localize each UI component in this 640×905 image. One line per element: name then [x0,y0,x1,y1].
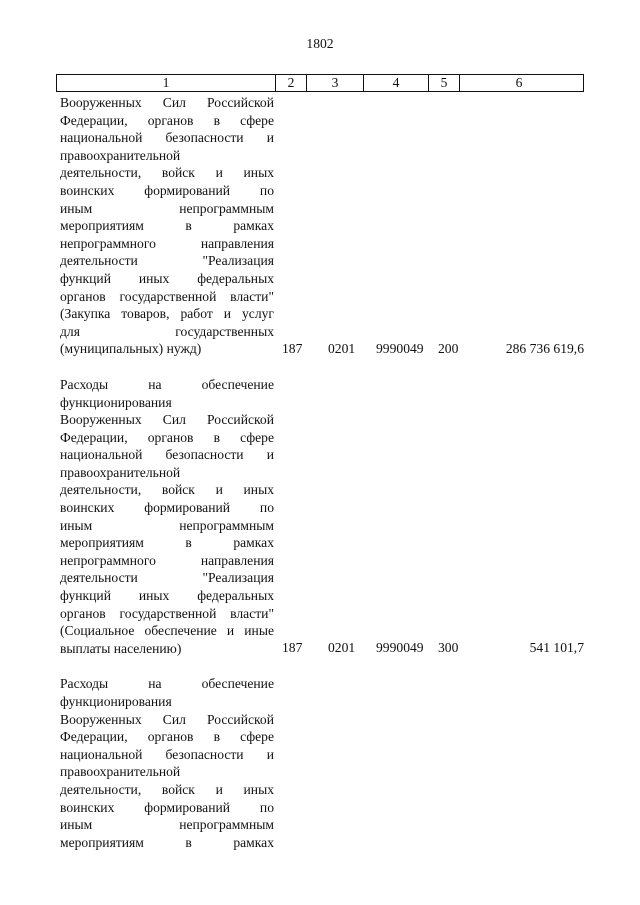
description-line: деятельности, войск и иных [60,781,274,797]
row-codes [56,639,584,657]
table-row [56,94,584,358]
amount: 286 736 619,6 [505,340,584,356]
description-line: (Закупка товаров, работ и услуг [60,306,274,322]
budget-table [56,74,584,851]
description-line: функционирования [60,694,172,709]
section-code: 0201 [328,640,356,656]
description-line: Федерации, органов в сфере [60,429,274,445]
description-line: (муниципальных) нужд) [60,341,202,357]
description-line: деятельности "Реализация [60,253,274,269]
row-codes [56,340,584,358]
description-line: мероприятиям в рамках [60,535,274,551]
description-line: Вооруженных Сил Российской [60,412,274,428]
target-item-code: 9990049 [376,340,424,356]
table-row [56,675,584,851]
description-line: Расходы на обеспечение [60,676,274,692]
description-line: мероприятиям в рамках [60,834,274,850]
description-line: правоохранительной [60,764,181,780]
description-line: Расходы на обеспечение [60,376,274,392]
ministry-code: 187 [282,640,303,656]
description-line: деятельности, войск и иных [60,482,274,498]
description-line: воинских формирований по [60,182,274,198]
table-body [56,94,584,851]
description-line: деятельности "Реализация [60,570,274,586]
description-line: иным непрограммным [60,517,274,533]
page-number: 1802 [306,36,334,51]
description-line: органов государственной власти" [60,605,274,621]
description-line: функционирования [60,394,172,410]
header-col-1: 1 [57,75,276,91]
row-description [56,376,274,658]
description-line: Вооруженных Сил Российской [60,711,274,727]
description-line: деятельности, войск и иных [60,165,274,181]
ministry-code: 187 [282,340,303,356]
description-line: функций иных федеральных [60,588,274,604]
row-description [56,675,274,851]
description-line: Федерации, органов в сфере [60,729,274,745]
description-line: иным непрограммным [60,817,274,833]
description-line: воинских формирований по [60,500,274,516]
target-item-code: 9990049 [376,640,424,656]
description-line: правоохранительной [60,147,181,163]
description-line: для государственных [60,323,274,339]
description-line: непрограммного направления [60,235,274,251]
section-code: 0201 [328,340,356,356]
description-line: воинских формирований по [60,799,274,815]
description-line: мероприятиям в рамках [60,218,274,234]
description-line: функций иных федеральных [60,270,274,286]
header-col-6: 6 [515,75,523,90]
header-col-3: 3 [307,75,364,91]
table-row [56,376,584,658]
table-header [56,74,584,92]
expense-type-code: 200 [438,340,459,356]
header-col-4: 4 [364,75,429,91]
description-line: национальной безопасности и [60,746,274,762]
description-line: правоохранительной [60,464,181,480]
header-col-5: 5 [429,75,460,91]
description-line: выплаты населению) [60,640,182,656]
description-line: органов государственной власти" [60,288,274,304]
expense-type-code: 300 [438,640,459,656]
description-line: Вооруженных Сил Российской [60,95,274,110]
header-col-2: 2 [276,75,307,91]
row-description [56,94,274,358]
description-line: непрограммного направления [60,552,274,568]
description-line: национальной безопасности и [60,447,274,463]
description-line: национальной безопасности и [60,130,274,146]
description-line: Федерации, органов в сфере [60,112,274,128]
description-line: (Социальное обеспечение и иные [60,623,274,639]
description-line: иным непрограммным [60,200,274,216]
amount: 541 101,7 [529,640,584,656]
